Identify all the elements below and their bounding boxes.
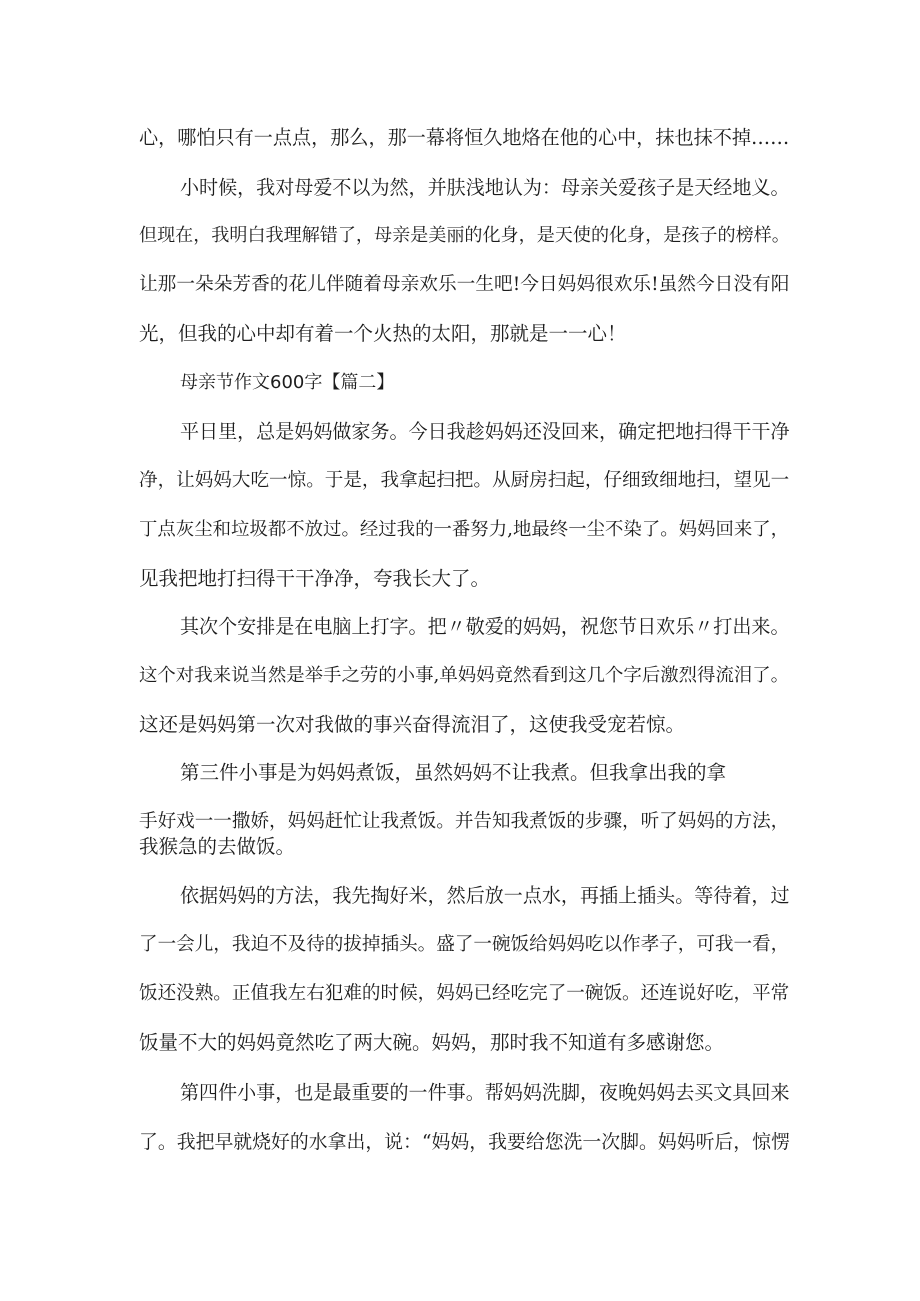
text-line: 平日里，总是妈妈做家务。今日我趁妈妈还没回来，确定把地扫得干干净 (180, 421, 790, 443)
text-line: 了一会儿，我迫不及待的拔掉插头。盛了一碗饭给妈妈吃以作孝子，可我一看， (139, 934, 790, 955)
text-line: 这个对我来说当然是举手之劳的小事,单妈妈竟然看到这几个字后激烈得流泪了。 (139, 665, 790, 686)
text-line: 其次个安排是在电脑上打字。把〃敬爱的妈妈，祝您节日欢乐〃打出来。 (180, 616, 790, 638)
text-line: 饭量不大的妈妈竟然吃了两大碗。妈妈，那时我不知道有多感谢您。 (139, 1031, 725, 1054)
text-line: 手好戏一一撒娇，妈妈赶忙让我煮饭。并告知我煮饭的步骤，听了妈妈的方法， (139, 811, 790, 832)
text-line: 第四件小事，也是最重要的一件事。帮妈妈洗脚，夜晚妈妈去买文具回来 (180, 1082, 790, 1104)
text-line: 心，哪怕只有一点点，那么，那一幕将恒久地烙在他的心中，抹也抹不掉…… (139, 126, 790, 149)
text-line: 了。我把早就烧好的水拿出，说：“妈妈，我要给您洗一次脚。妈妈听后，惊愣 (139, 1131, 790, 1153)
text-line: 光，但我的心中却有着一个火热的太阳，那就是一一心！ (139, 322, 627, 345)
text-line: 依据妈妈的方法，我先掏好米，然后放一点水，再插上插头。等待着，过 (180, 885, 790, 907)
text-line: 净，让妈妈大吃一惊。于是，我拿起扫把。从厨房扫起，仔细致细地扫，望见一 (139, 470, 790, 491)
text-line: 但现在，我明白我理解错了，母亲是美丽的化身，是天使的化身，是孩子的榜样。 (139, 225, 790, 246)
text-line: 小时候，我对母爱不以为然，并肤浅地认为：母亲关爱孩子是天经地义。 (180, 177, 790, 199)
text-line: 饭还没熟。正值我左右犯难的时候，妈妈已经吃完了一碗饭。还连说好吃，平常 (139, 983, 790, 1004)
text-line: 让那一朵朵芳香的花儿伴随着母亲欢乐一生吧!今日妈妈很欢乐!虽然今日没有阳 (139, 274, 790, 295)
text-line: 第三件小事是为妈妈煮饭，虽然妈妈不让我煮。但我拿出我的拿 (180, 761, 727, 784)
text-line: 我猴急的去做饭。 (139, 835, 296, 858)
text-line: 这还是妈妈第一次对我做的事兴奋得流泪了，这使我受宠若惊。 (139, 713, 686, 736)
text-line: 丁点灰尘和垃圾都不放过。经过我的一番努力,地最终一尘不染了。妈妈回来了， (139, 519, 790, 540)
section-heading: 母亲节作文600字【篇二】 (180, 372, 395, 393)
text-line: 见我把地打扫得干干净净，夸我长大了。 (139, 567, 491, 590)
